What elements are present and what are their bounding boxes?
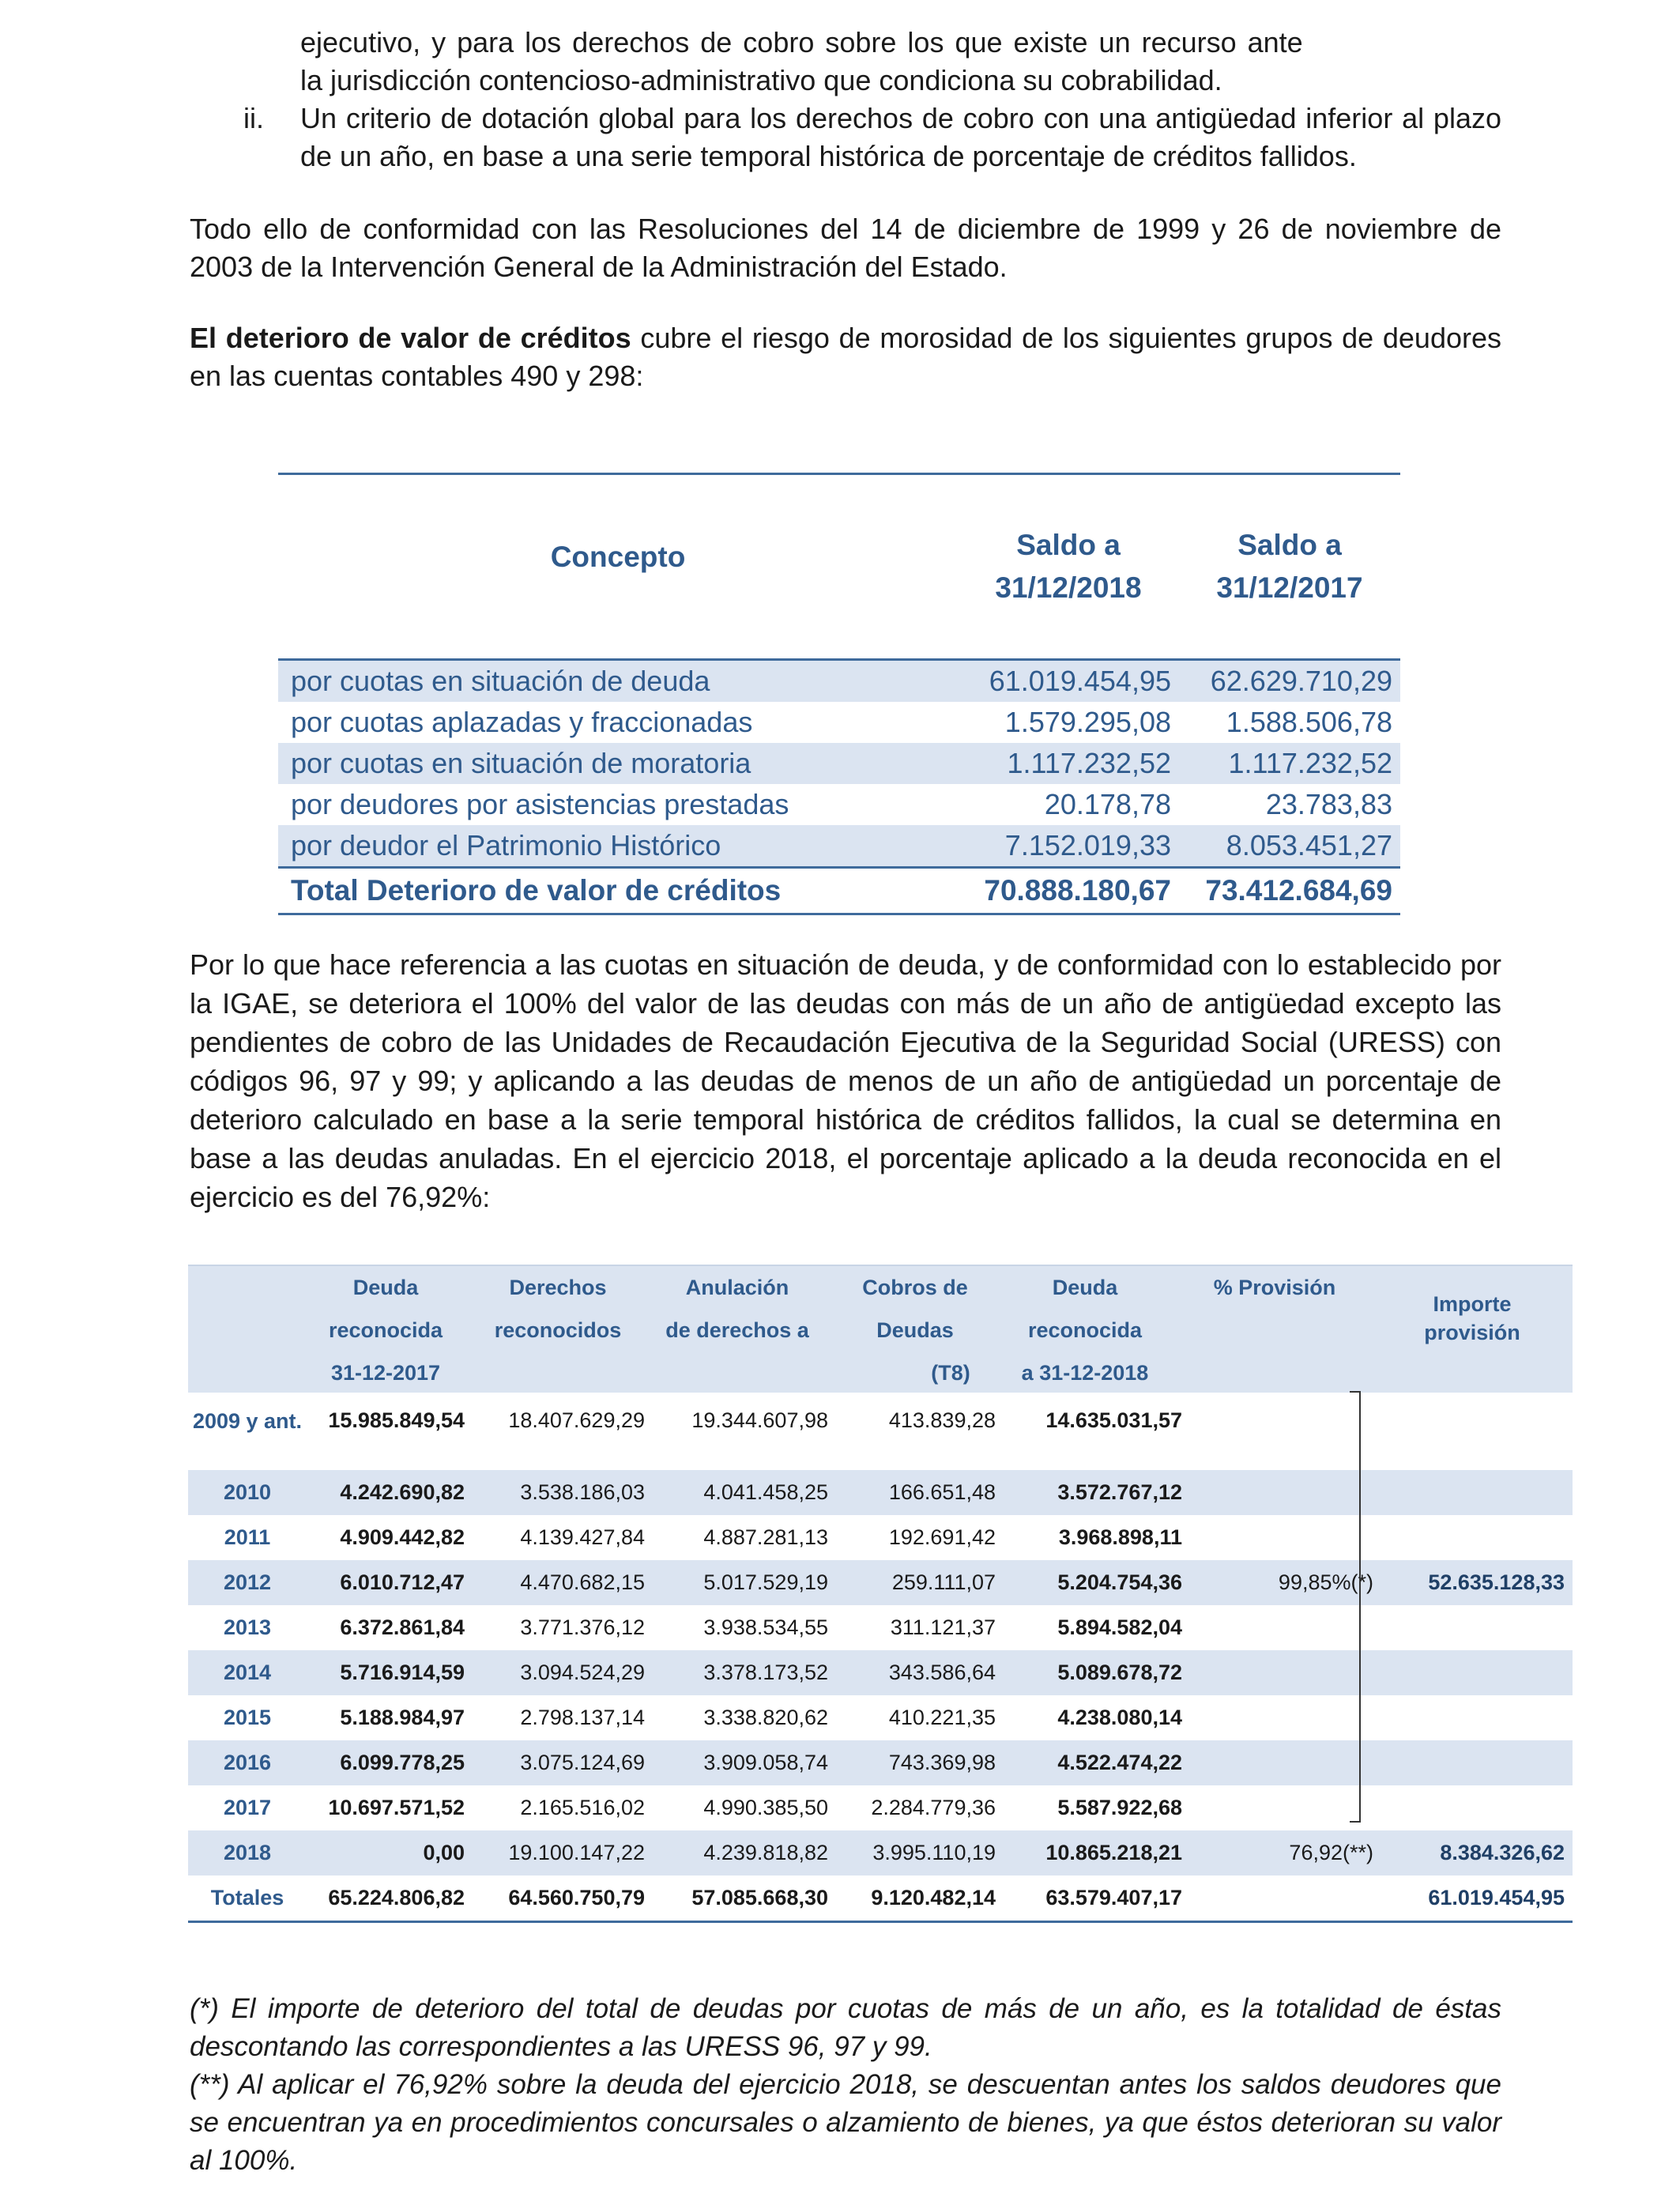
resoluciones-paragraph: Todo ello de conformidad con las Resoluciones del 14 de diciembre de 1999 y 26 de noviembre de 2003 de la Intervención General de la Administración del Estado. [190,213,1501,283]
header-cobros: Cobros de Deudas (T8) [862,1276,970,1385]
deterioro-paragraph [190,319,1501,395]
row-year: 2016 [223,1751,272,1774]
detail-table-body [188,1393,1573,1921]
row-year: Totales [210,1886,284,1909]
cell-anulacion: 4.990.385,50 [703,1796,828,1819]
header-importe: Importe provisión [1424,1292,1520,1344]
cell-derechos: 3.771.376,12 [520,1615,645,1639]
cell-deuda2017: 5.188.984,97 [340,1706,465,1729]
provision-bracket [1350,1391,1361,1823]
cell-cobros: 743.369,98 [888,1751,996,1774]
summary-row: por cuotas en situación de deuda 61.019.454,95 62.629.710,29 [278,661,1400,702]
footnote-1: (*) El importe de deterioro del total de deudas por cuotas de más de un año, es la totalidad de éstas descontando las correspondientes a las URESS 96, 97 y 99. [190,1993,1501,2062]
cell-deuda2017: 6.099.778,25 [340,1751,465,1774]
list-item-ii [243,100,1501,175]
header-saldo-2017: Saldo a 31/12/2017 [1216,529,1363,604]
cell-deuda2018: 4.522.474,22 [1057,1751,1182,1774]
cell-deuda2017: 65.224.806,82 [328,1886,465,1909]
cell-anulacion: 5.017.529,19 [703,1570,828,1594]
cell-derechos: 4.470.682,15 [520,1570,645,1594]
cell-derechos: 64.560.750,79 [508,1886,645,1909]
table-row [188,1515,1573,1560]
table-row [188,1560,1573,1605]
cell-anulacion: 3.909.058,74 [703,1751,828,1774]
cell-importe: 8.384.326,62 [1440,1841,1565,1864]
cell-anulacion: 4.887.281,13 [703,1525,828,1549]
row-year: 2013 [223,1615,272,1639]
cell-deuda2017: 6.010.712,47 [340,1570,465,1594]
list-item-marker: ii. [243,102,264,134]
header-saldo-2018: Saldo a 31/12/2018 [995,529,1142,604]
cell-anulacion: 3.938.534,55 [703,1615,828,1639]
document-body [190,24,1501,395]
cell-anulacion: 4.239.818,82 [703,1841,828,1864]
deterioro-heading: El deterioro de valor de créditos [190,322,631,354]
cell-cobros: 413.839,28 [888,1408,996,1432]
table-row [188,1695,1573,1740]
cell-cobros: 259.111,07 [891,1570,996,1594]
cell-deuda2018: 3.968.898,11 [1058,1525,1182,1549]
detail-table [188,1265,1573,1923]
cell-importe: 61.019.454,95 [1428,1886,1565,1909]
header-derechos: Derechos reconocidos [494,1276,622,1342]
cell-derechos: 19.100.147,22 [508,1841,645,1864]
cell-deuda2017: 0,00 [423,1841,465,1864]
cell-deuda2017: 5.716.914,59 [340,1661,465,1684]
list-continuation-line2: la jurisdicción contencioso-administrativo que condiciona su cobrabilidad. [300,64,1222,96]
row-year: 2014 [223,1661,272,1684]
totals-row [188,1875,1573,1921]
cell-derechos: 2.165.516,02 [520,1796,645,1819]
cell-anulacion: 19.344.607,98 [691,1408,828,1432]
cell-cobros: 2.284.779,36 [871,1796,996,1819]
summary-total-row: Total Deterioro de valor de créditos 70.888.180,67 73.412.684,69 [278,869,1400,915]
cell-derechos: 2.798.137,14 [520,1706,645,1729]
cell-anulacion: 3.378.173,52 [703,1661,828,1684]
table-row [188,1470,1573,1515]
row-year: 2018 [223,1841,272,1864]
cell-derechos: 3.538.186,03 [520,1480,645,1504]
cell-deuda2017: 6.372.861,84 [340,1615,465,1639]
header-deuda-2018: Deuda reconocida a 31-12-2018 [1021,1276,1149,1385]
summary-row: por cuotas aplazadas y fraccionadas 1.579.295,08 1.588.506,78 [291,706,1392,738]
row-year: 2012 [223,1570,272,1594]
table-row [188,1785,1573,1830]
cell-deuda2018: 10.865.218,21 [1045,1841,1182,1864]
cell-cobros: 343.586,64 [888,1661,996,1684]
list-continuation-line1: ejecutivo, y para los derechos de cobro sobre los que existe un recurso ante [300,26,1303,58]
cell-anulacion: 3.338.820,62 [703,1706,828,1729]
list-continuation [300,24,1501,100]
row-year: 2011 [224,1525,271,1549]
cell-deuda2018: 63.579.407,17 [1045,1886,1182,1909]
cell-cobros: 410.221,35 [888,1706,996,1729]
header-anulacion: Anulación de derechos a [665,1276,809,1342]
summary-table-header [278,475,1400,658]
cell-deuda2018: 4.238.080,14 [1057,1706,1182,1729]
cell-cobros: 3.995.110,19 [872,1841,996,1864]
row-year: 2017 [223,1796,272,1819]
footnotes [190,1990,1501,2180]
middle-paragraph-wrap [190,945,1501,1216]
cell-cobros: 192.691,42 [888,1525,996,1549]
cell-deuda2017: 4.242.690,82 [340,1480,465,1504]
cell-provision: 99,85%(*) [1278,1570,1373,1594]
cell-provision: 76,92(**) [1289,1841,1373,1864]
table-row [188,1605,1573,1650]
cell-anulacion: 57.085.668,30 [691,1886,828,1909]
row-year: 2010 [223,1480,272,1504]
summary-row: por deudores por asistencias prestadas 20.178,78 23.783,83 [291,788,1392,820]
list-item-text: Un criterio de dotación global para los derechos de cobro con una antigüedad inferior al plazo de un año, en base a una serie temporal histórica de porcentaje de créditos fallidos. [300,102,1501,172]
cell-cobros: 166.651,48 [888,1480,996,1504]
cell-importe: 52.635.128,33 [1428,1570,1565,1594]
header-concepto: Concepto [550,541,686,573]
cell-deuda2018: 5.894.582,04 [1057,1615,1182,1639]
cell-deuda2018: 5.204.754,36 [1057,1570,1182,1594]
summary-table [278,473,1400,915]
cell-deuda2018: 5.587.922,68 [1057,1796,1182,1819]
cell-deuda2018: 3.572.767,12 [1057,1480,1182,1504]
cell-deuda2018: 14.635.031,57 [1045,1408,1182,1432]
cell-deuda2018: 5.089.678,72 [1057,1661,1182,1684]
cell-deuda2017: 10.697.571,52 [328,1796,465,1819]
footnote-2: (**) Al aplicar el 76,92% sobre la deuda del ejercicio 2018, se descuentan antes los saldos deudores que se encuentran ya en procedimientos concursales o alzamiento de bienes, ya que éstos deterioran su valor al 100%. [190,2069,1501,2176]
header-provision: % Provisión [1213,1276,1336,1299]
row-year: 2015 [223,1706,272,1729]
cell-deuda2017: 15.985.849,54 [328,1408,465,1432]
cell-cobros: 311.121,37 [890,1615,996,1639]
detail-table-header [188,1265,1573,1393]
table-row [188,1650,1573,1695]
cell-derechos: 18.407.629,29 [508,1408,645,1432]
cell-derechos: 3.075.124,69 [520,1751,645,1774]
row-year: 2009 y ant. [192,1409,303,1433]
cell-deuda2017: 4.909.442,82 [340,1525,465,1549]
table-row [188,1393,1573,1470]
middle-paragraph: Por lo que hace referencia a las cuotas en situación de deuda, y de conformidad con lo establecido por la IGAE, se deteriora el 100% del valor de las deudas con más de un año de antigüedad excepto las pendientes de cobro de las Unidades de Recaudación Ejecutiva de la Seguridad Social (URESS) con códigos 96, 97 y 99; y aplicando a las deudas de menos de un año de antigüedad un porcentaje de deterioro calculado en base a la serie temporal histórica de créditos fallidos, la cual se determina en base a las deudas anuladas. En el ejercicio 2018, el porcentaje aplicado a la deuda reconocida en el ejercicio es del 76,92%: [190,948,1501,1213]
summary-row: por cuotas en situación de moratoria 1.117.232,52 1.117.232,52 [278,743,1400,784]
table-row [188,1830,1573,1875]
deterioro-text: cubre el riesgo de morosidad de los siguientes grupos de deudores en las cuentas contables 490 y 298: [190,322,1501,392]
table-row [188,1740,1573,1785]
cell-derechos: 4.139.427,84 [520,1525,645,1549]
header-deuda-2017: Deuda reconocida 31-12-2017 [328,1276,443,1385]
cell-anulacion: 4.041.458,25 [703,1480,828,1504]
cell-cobros: 9.120.482,14 [871,1886,996,1909]
cell-derechos: 3.094.524,29 [520,1661,645,1684]
summary-row: por deudor el Patrimonio Histórico 7.152.019,33 8.053.451,27 [278,825,1400,866]
